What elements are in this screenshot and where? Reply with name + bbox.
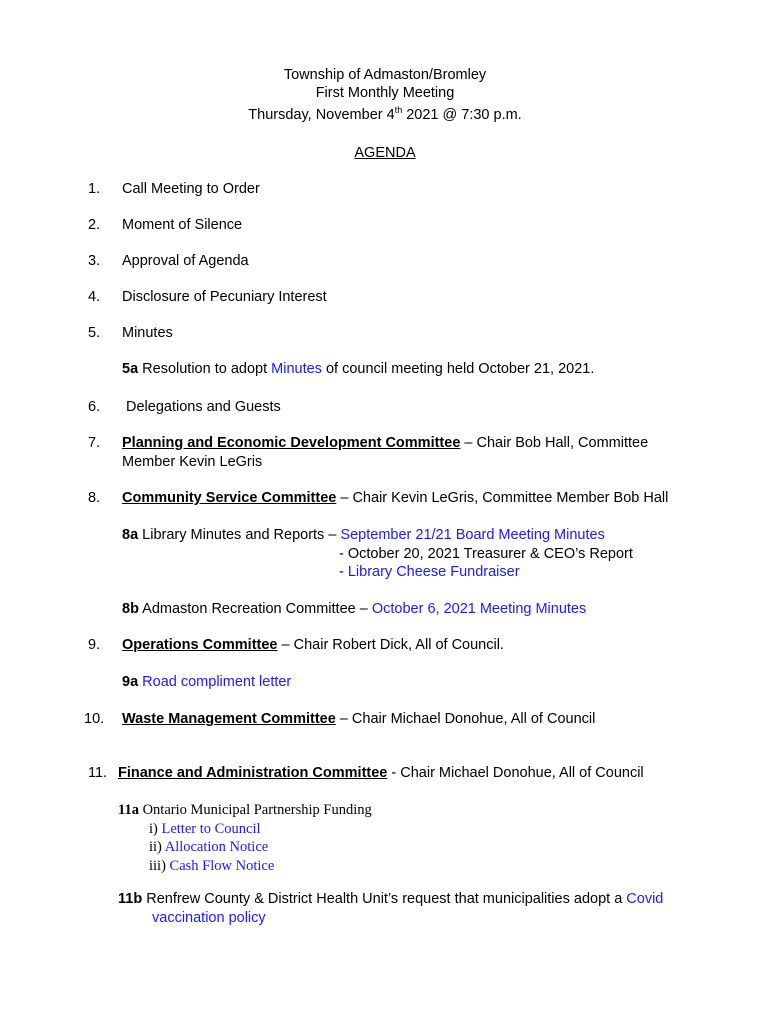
subitem-11a: 11a Ontario Municipal Partnership Funding <box>118 802 372 818</box>
agenda-heading: AGENDA <box>354 145 416 161</box>
item-planning-committee-cont: Member Kevin LeGris <box>122 454 263 470</box>
road-letter-link[interactable]: Road compliment letter <box>142 674 292 690</box>
allocation-notice-link[interactable]: Allocation Notice <box>164 839 269 855</box>
item-operations: Operations Committee – Chair Robert Dick, All of Council. <box>122 637 504 653</box>
item-number: 1. <box>88 181 101 197</box>
item-planning-committee: Planning and Economic Development Committee – Chair Bob Hall, Committee <box>122 435 649 451</box>
header-line-2: First Monthly Meeting <box>315 85 455 101</box>
vaccination-policy-link[interactable]: vaccination policy <box>152 910 266 926</box>
subitem-11a-ii: ii) Allocation Notice <box>149 839 269 855</box>
item-number: 4. <box>88 289 101 305</box>
item-minutes: Minutes <box>122 325 173 341</box>
header-line-1: Township of Admaston/Bromley <box>283 67 487 83</box>
subitem-9a: 9a Road compliment letter <box>122 674 292 690</box>
item-number: 3. <box>88 253 101 269</box>
cheese-fundraiser-link[interactable]: Library Cheese Fundraiser <box>347 564 520 580</box>
subitem-8b: 8b Admaston Recreation Committee – October 6, 2021 Meeting Minutes <box>122 601 587 617</box>
subitem-11a-i: i) Letter to Council <box>149 821 261 837</box>
subitem-11a-iii: iii) Cash Flow Notice <box>149 858 275 874</box>
board-minutes-link[interactable]: September 21/21 Board Meeting Minutes <box>340 527 605 543</box>
item-number: 9. <box>88 637 101 653</box>
item-number: 6. <box>88 399 101 415</box>
item-approval-of-agenda: Approval of Agenda <box>122 253 249 269</box>
treasurer-report: - October 20, 2021 Treasurer & CEO’s Report <box>339 546 633 562</box>
subitem-11b: 11b Renfrew County & District Health Unit’s request that municipalities adopt a Covid <box>118 891 664 907</box>
item-waste-management: Waste Management Committee – Chair Michael Donohue, All of Council <box>122 711 596 727</box>
item-community-service: Community Service Committee – Chair Kevin LeGris, Committee Member Bob Hall <box>122 490 669 506</box>
item-moment-of-silence: Moment of Silence <box>122 217 243 233</box>
item-number: 2. <box>88 217 101 233</box>
item-number: 11. <box>88 765 108 781</box>
cash-flow-notice-link[interactable]: Cash Flow Notice <box>169 858 275 874</box>
item-number: 5. <box>88 325 101 341</box>
cheese-fundraiser-line: - Library Cheese Fundraiser <box>339 564 520 580</box>
item-pecuniary-interest: Disclosure of Pecuniary Interest <box>122 289 327 305</box>
item-number: 10. <box>84 711 105 727</box>
item-number: 7. <box>88 435 101 451</box>
rec-minutes-link[interactable]: October 6, 2021 Meeting Minutes <box>371 601 587 617</box>
subitem-8a: 8a Library Minutes and Reports – September 21/21 Board Meeting Minutes <box>122 527 605 543</box>
item-call-to-order: Call Meeting to Order <box>122 181 260 197</box>
subitem-5a: 5a Resolution to adopt Minutes of council meeting held October 21, 2021. <box>122 361 595 377</box>
minutes-link[interactable]: Minutes <box>271 361 322 377</box>
covid-policy-link[interactable]: Covid <box>626 891 664 907</box>
meeting-date: Thursday, November 4th 2021 @ 7:30 p.m. <box>248 105 522 123</box>
item-number: 8. <box>88 490 101 506</box>
subitem-11b-cont <box>152 909 266 927</box>
letter-to-council-link[interactable]: Letter to Council <box>161 821 261 837</box>
item-finance: Finance and Administration Committee - Chair Michael Donohue, All of Council <box>118 765 644 781</box>
item-delegations: Delegations and Guests <box>126 399 281 415</box>
